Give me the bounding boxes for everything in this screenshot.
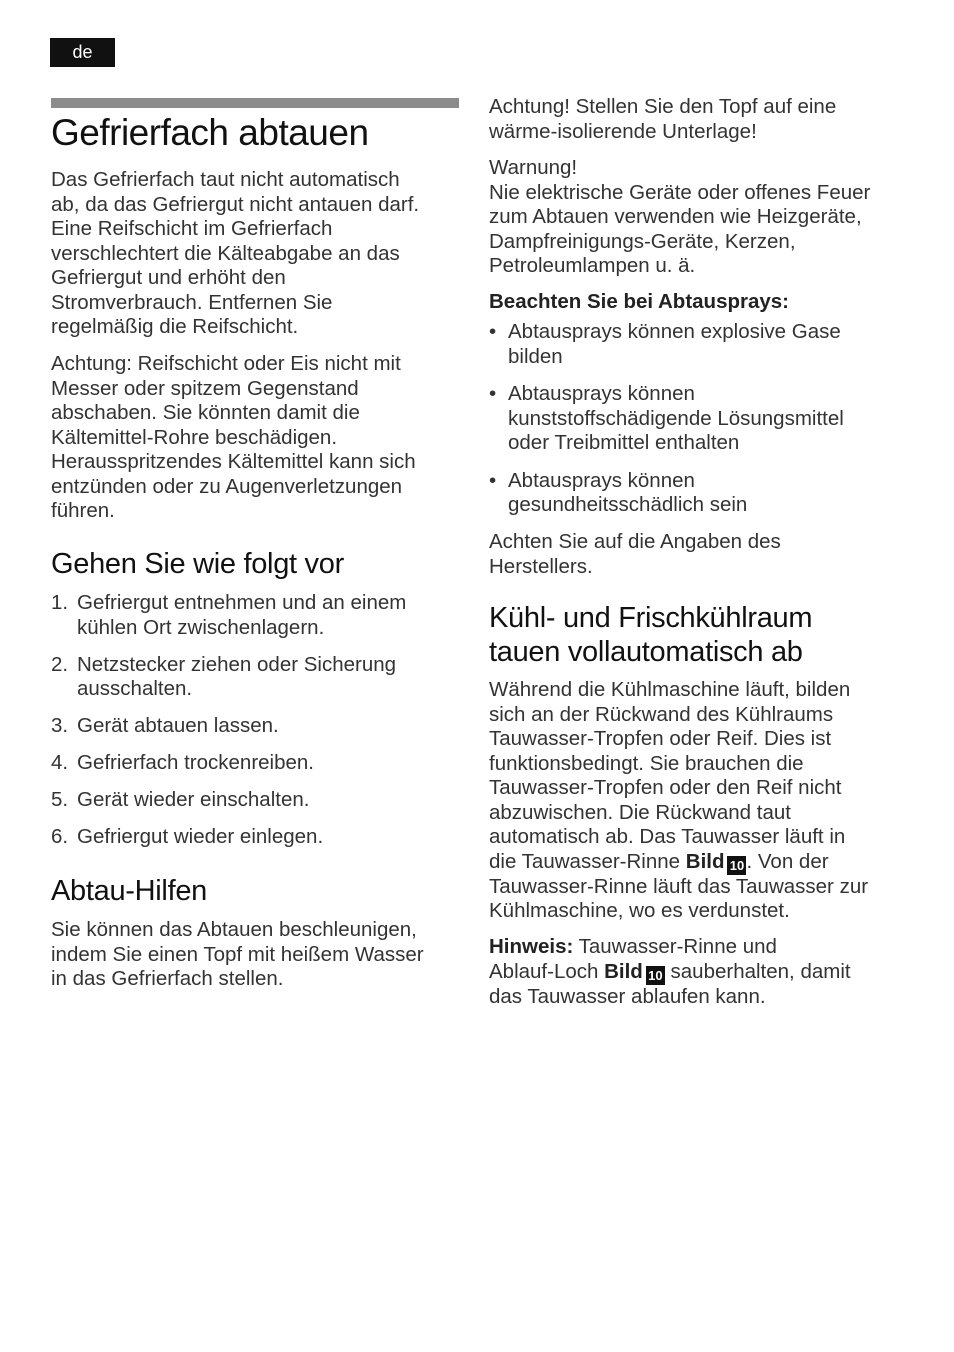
bullet-text: oder Treibmittel enthalten (508, 431, 740, 454)
text-line: Herausspritzendes Kältemittel kann sich (51, 450, 416, 473)
note-paragraph (489, 935, 909, 1009)
text-line: Messer oder spitzem Gegenstand (51, 376, 359, 400)
bullet-text: bilden (508, 344, 563, 368)
text-line: Während die Kühlmaschine läuft, bilden (489, 678, 851, 701)
step-text: ausschalten. (77, 677, 193, 700)
intro-paragraph (51, 168, 459, 340)
list-item (51, 825, 459, 850)
list-item (51, 591, 459, 640)
bullet-dot: • (489, 382, 497, 405)
step-text: Gerät wieder einschalten. (77, 788, 310, 811)
auto-defrost-heading (489, 601, 909, 669)
text-line: wärme-isolierende Unterlage! (489, 119, 757, 143)
text-line: Petroleumlampen u. ä. (489, 254, 696, 277)
text-line: Nie elektrische Geräte oder offenes Feuer (489, 180, 871, 204)
spray-bullets (489, 320, 909, 531)
text-line: Kühlmaschine, wo es verdunstet. (489, 899, 790, 922)
text-fragment: Ablauf-Loch (489, 959, 605, 983)
step-text: Gefrierfach trockenreiben. (77, 751, 315, 774)
text-fragment: . Von der (746, 849, 829, 873)
manufacturer-paragraph (489, 530, 909, 579)
figure-ref-label: Bild (604, 959, 643, 983)
bullet-dot: • (489, 468, 497, 492)
note-label: Hinweis: (489, 935, 574, 958)
figure-number-badge: 10 (646, 966, 665, 985)
text-line: Eine Reifschicht im Gefrierfach (51, 217, 333, 240)
text-line: Achten Sie auf die Angaben des (489, 530, 781, 553)
step-number: 1. (51, 591, 69, 614)
text-line: Gefriergut und erhöht den (51, 266, 286, 289)
text-line: Das Gefrierfach taut nicht automatisch (51, 168, 400, 191)
step-number: 5. (51, 788, 69, 811)
language-badge: de (50, 38, 115, 67)
text-line: sich an der Rückwand des Kühlraums (489, 702, 834, 726)
caution-paragraph (51, 352, 459, 524)
text-line: abzuwischen. Die Rückwand taut (489, 800, 791, 824)
bullet-dot: • (489, 320, 497, 343)
figure-ref-label: Bild (685, 849, 725, 873)
step-text: Gerät abtauen lassen. (77, 714, 279, 737)
step-number: 4. (51, 751, 69, 774)
text-line (489, 935, 909, 960)
bullet-text: Abtausprays können (508, 468, 695, 492)
text-fragment: Tauwasser-Rinne und (573, 935, 777, 958)
text-line: Tauwasser-Rinne läuft das Tauwasser zur (489, 874, 869, 898)
heading-line: Kühl- und Frischkühlraum (489, 602, 813, 634)
bullet-text: Abtausprays können explosive Gase (508, 320, 841, 343)
text-line: Sie können das Abtauen beschleunigen, (51, 918, 417, 941)
list-item (489, 382, 909, 456)
text-line: indem Sie einen Topf mit heißem Wasser (51, 942, 424, 966)
list-item (51, 751, 459, 776)
aids-heading: Abtau-Hilfen (51, 875, 207, 907)
text-line: in das Gefrierfach stellen. (51, 967, 284, 990)
step-number: 2. (51, 652, 69, 676)
list-item (51, 788, 459, 813)
bullet-text: kunststoffschädigende Lösungsmittel (508, 406, 844, 430)
list-item (489, 320, 909, 369)
bullet-text: gesundheitsschädlich sein (508, 493, 748, 516)
section-rule (51, 98, 459, 108)
auto-defrost-paragraph (489, 678, 909, 924)
text-line: führen. (51, 499, 115, 522)
text-line: zum Abtauen verwenden wie Heizgeräte, (489, 205, 862, 228)
text-line: ab, da das Gefriergut nicht antauen darf. (51, 192, 420, 216)
figure-number-badge: 10 (727, 856, 746, 875)
spray-heading: Beachten Sie bei Abtausprays: (489, 290, 790, 313)
text-line: das Tauwasser ablaufen kann. (489, 984, 766, 1008)
text-fragment: die Tauwasser-Rinne (489, 849, 686, 873)
pot-caution-paragraph (489, 95, 909, 144)
text-line (489, 850, 909, 875)
text-line: Dampfreinigungs-Geräte, Kerzen, (489, 229, 796, 253)
text-line: Stromverbrauch. Entfernen Sie (51, 290, 333, 314)
text-line: automatisch ab. Das Tauwasser läuft in (489, 825, 846, 848)
text-line: entzünden oder zu Augenverletzungen (51, 474, 403, 498)
text-line: Tauwasser-Tropfen oder den Reif nicht (489, 776, 842, 799)
text-line: verschlechtert die Kälteabgabe an das (51, 241, 400, 265)
text-line: Achtung! Stellen Sie den Topf auf eine (489, 95, 837, 118)
procedure-heading: Gehen Sie wie folgt vor (51, 548, 344, 580)
step-text: Gefriergut wieder einlegen. (77, 825, 324, 848)
text-fragment: sauberhalten, damit (664, 959, 851, 983)
text-line (489, 960, 909, 985)
step-number: 3. (51, 714, 69, 737)
text-line: Achtung: Reifschicht oder Eis nicht mit (51, 352, 401, 375)
step-text: Netzstecker ziehen oder Sicherung (77, 652, 397, 676)
list-item (51, 653, 459, 702)
text-line: regelmäßig die Reifschicht. (51, 315, 299, 338)
text-line: Warnung! (489, 156, 578, 179)
text-line: Tauwasser-Tropfen oder Reif. Dies ist (489, 727, 832, 750)
text-line: Herstellers. (489, 554, 593, 578)
step-number: 6. (51, 825, 69, 848)
step-text: Gefriergut entnehmen und an einem (77, 591, 407, 614)
bullet-text: Abtausprays können (508, 382, 695, 405)
list-item (489, 469, 909, 518)
heading-line: tauen vollautomatisch ab (489, 636, 803, 668)
warning-paragraph (489, 156, 909, 279)
text-line: funktionsbedingt. Sie brauchen die (489, 751, 804, 775)
text-line: abschaben. Sie könnten damit die (51, 401, 360, 424)
step-text: kühlen Ort zwischenlagern. (77, 615, 325, 639)
aids-paragraph (51, 918, 459, 992)
procedure-steps (51, 591, 459, 862)
page-title: Gefrierfach abtauen (51, 112, 369, 153)
text-line: Kältemittel-Rohre beschädigen. (51, 425, 338, 449)
list-item (51, 714, 459, 739)
